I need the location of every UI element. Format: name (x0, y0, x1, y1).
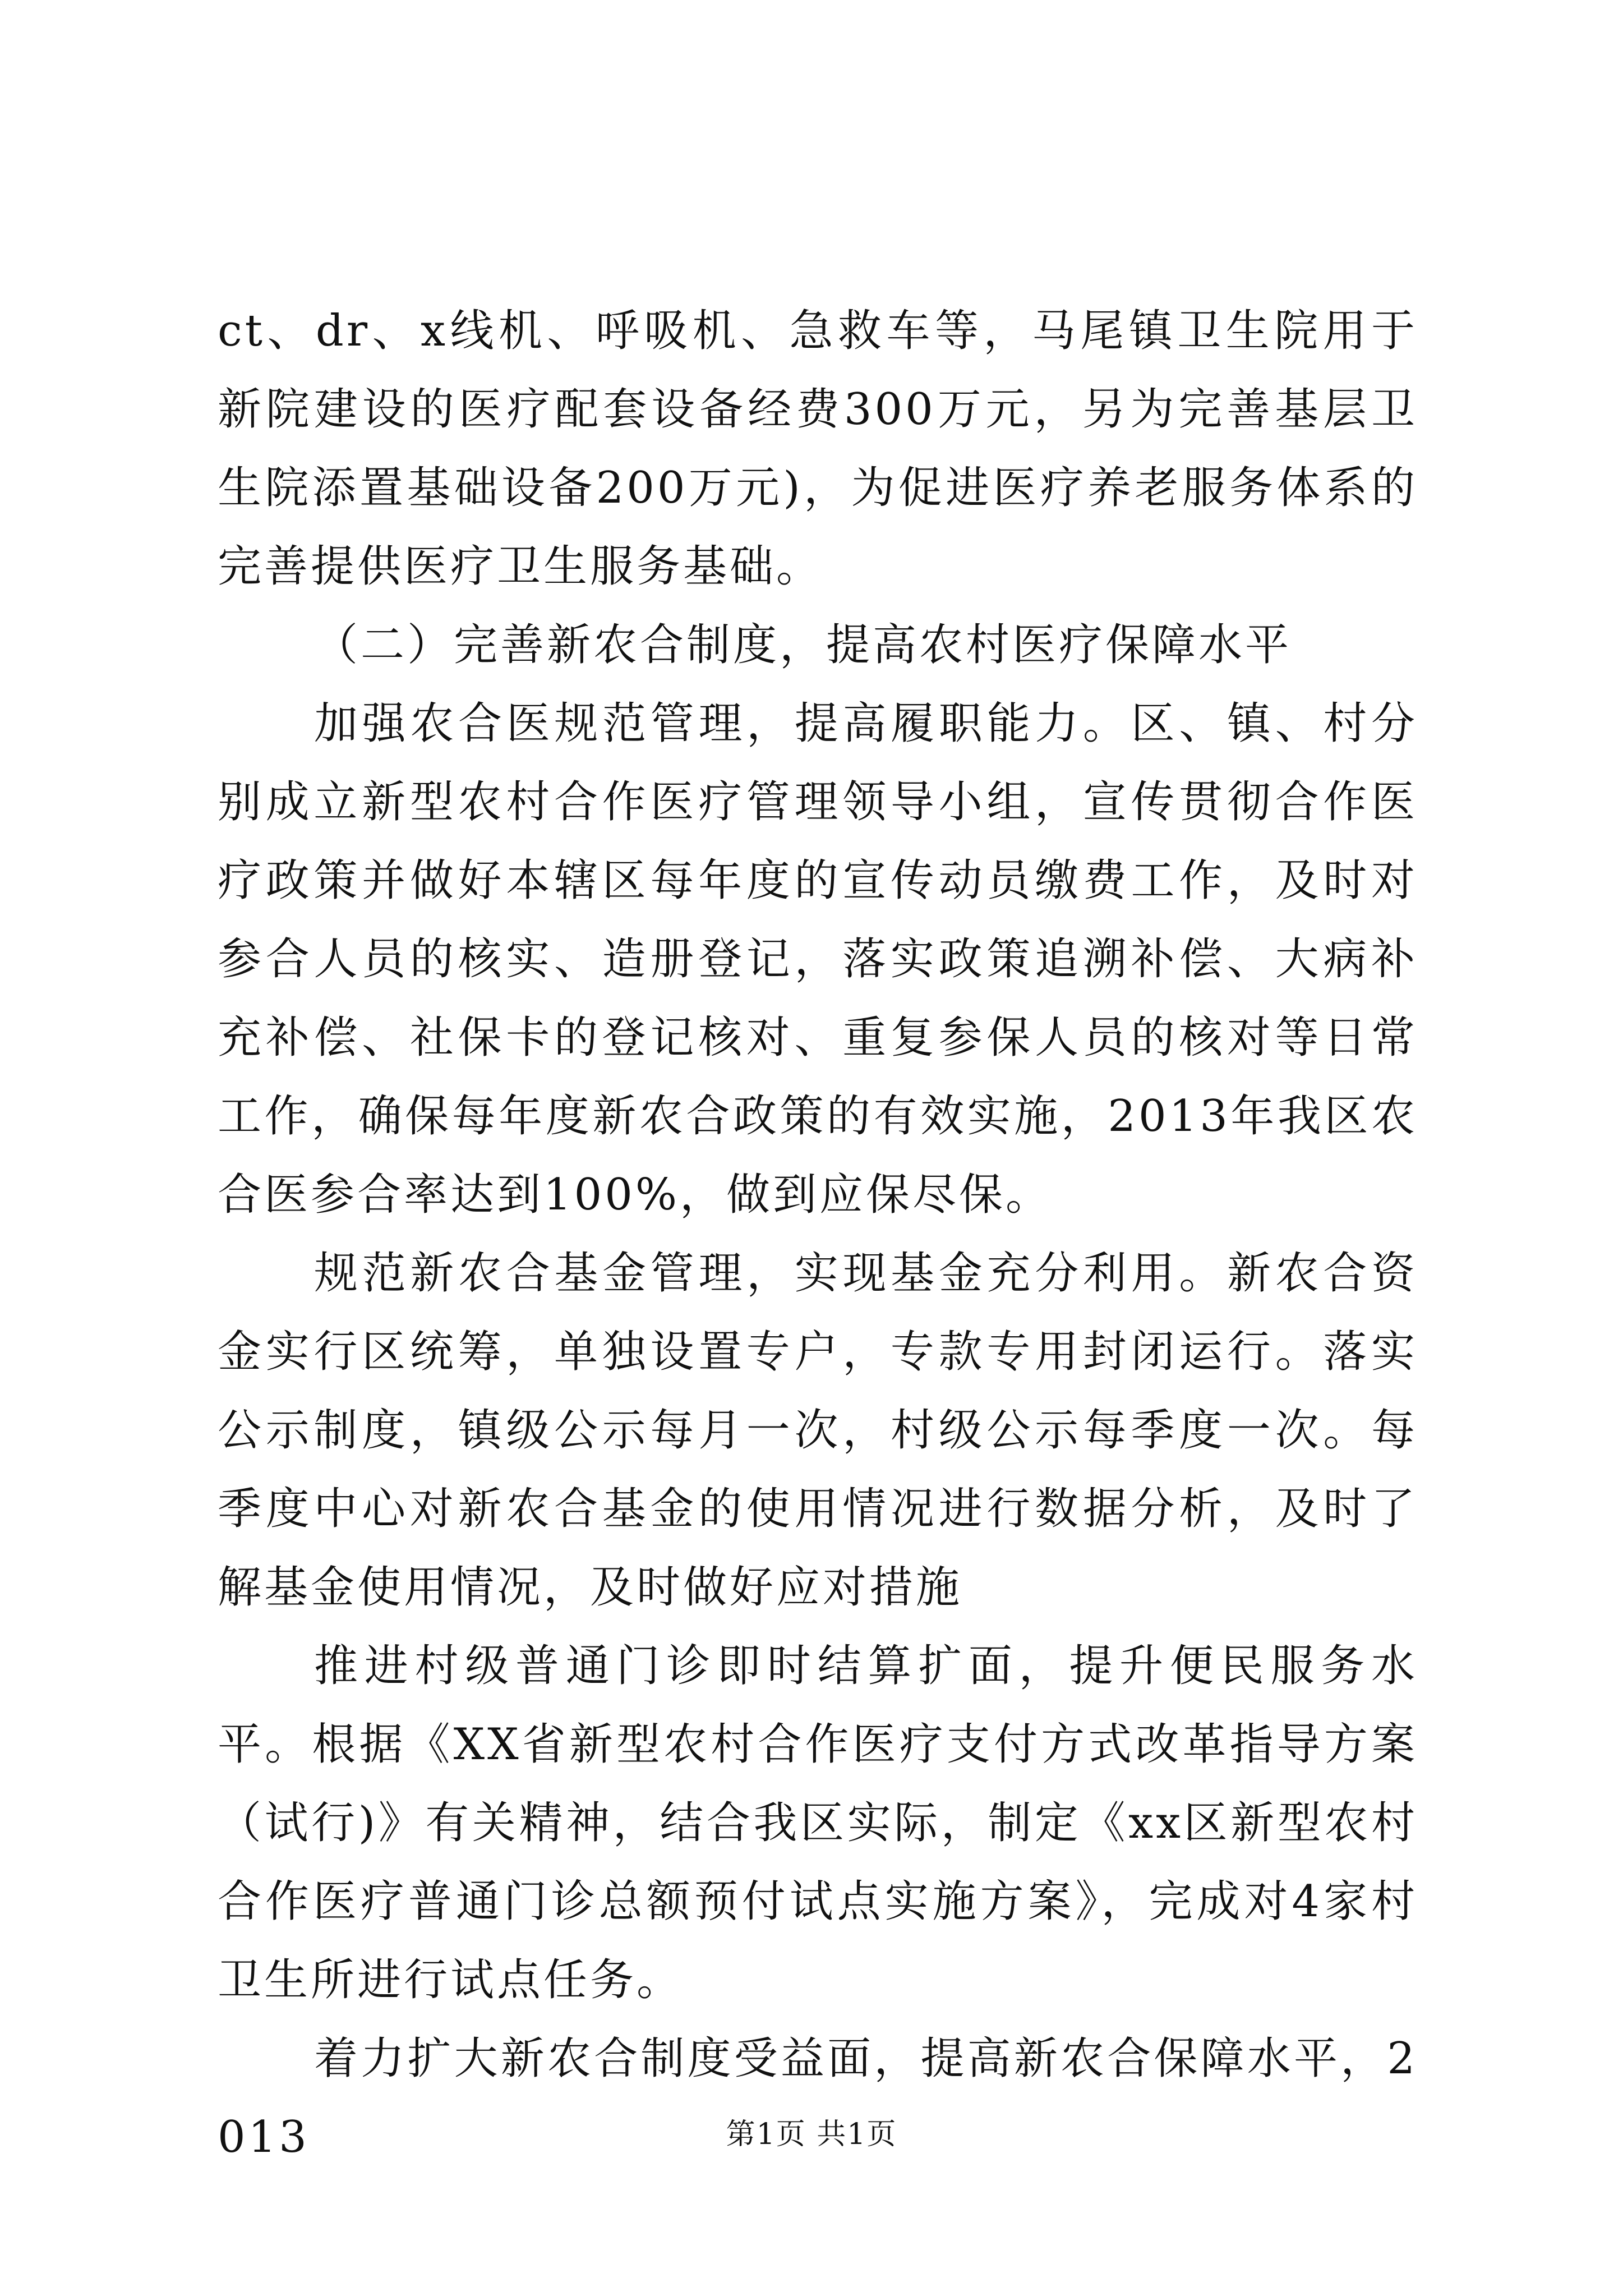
document-body (218, 292, 1418, 2177)
page-footer: 第1页 共1页 (726, 2118, 897, 2151)
section-heading: （二）完善新农合制度，提高农村医疗保障水平 (314, 620, 1292, 670)
paragraph-benefit: 着力扩大新农合制度受益面，提高新农合保障水平，2013 (218, 2033, 1418, 2162)
paragraph-continuation: ct、dr、x线机、呼吸机、急救车等，马尾镇卫生院用于新院建设的医疗配套设备经费300万元，另为完善基层卫生院添置基础设备200万元)，为促进医疗养老服务体系的完善提供医疗卫生服务基础。 (218, 306, 1418, 592)
paragraph-management: 加强农合医规范管理，提高履职能力。区、镇、村分别成立新型农村合作医疗管理领导小组，宣传贯彻合作医疗政策并做好本辖区每年度的宣传动员缴费工作，及时对参合人员的核实、造册登记，落实政策追溯补偿、大病补充补偿、社保卡的登记核对、重复参保人员的核对等日常工作，确保每年度新农合政策的有效实施，2013年我区农合医参合率达到100%，做到应保尽保。 (218, 698, 1418, 1220)
paragraph-settlement: 推进村级普通门诊即时结算扩面，提升便民服务水平。根据《XX省新型农村合作医疗支付方式改革指导方案（试行)》有关精神，结合我区实际，制定《xx区新型农村合作医疗普通门诊总额预付试点实施方案》，完成对4家村卫生所进行试点任务。 (218, 1641, 1418, 2005)
paragraph-fund: 规范新农合基金管理，实现基金充分利用。新农合资金实行区统筹，单独设置专户，专款专用封闭运行。落实公示制度，镇级公示每月一次，村级公示每季度一次。每季度中心对新农合基金的使用情况进行数据分析，及时了解基金使用情况，及时做好应对措施 (218, 1248, 1418, 1613)
